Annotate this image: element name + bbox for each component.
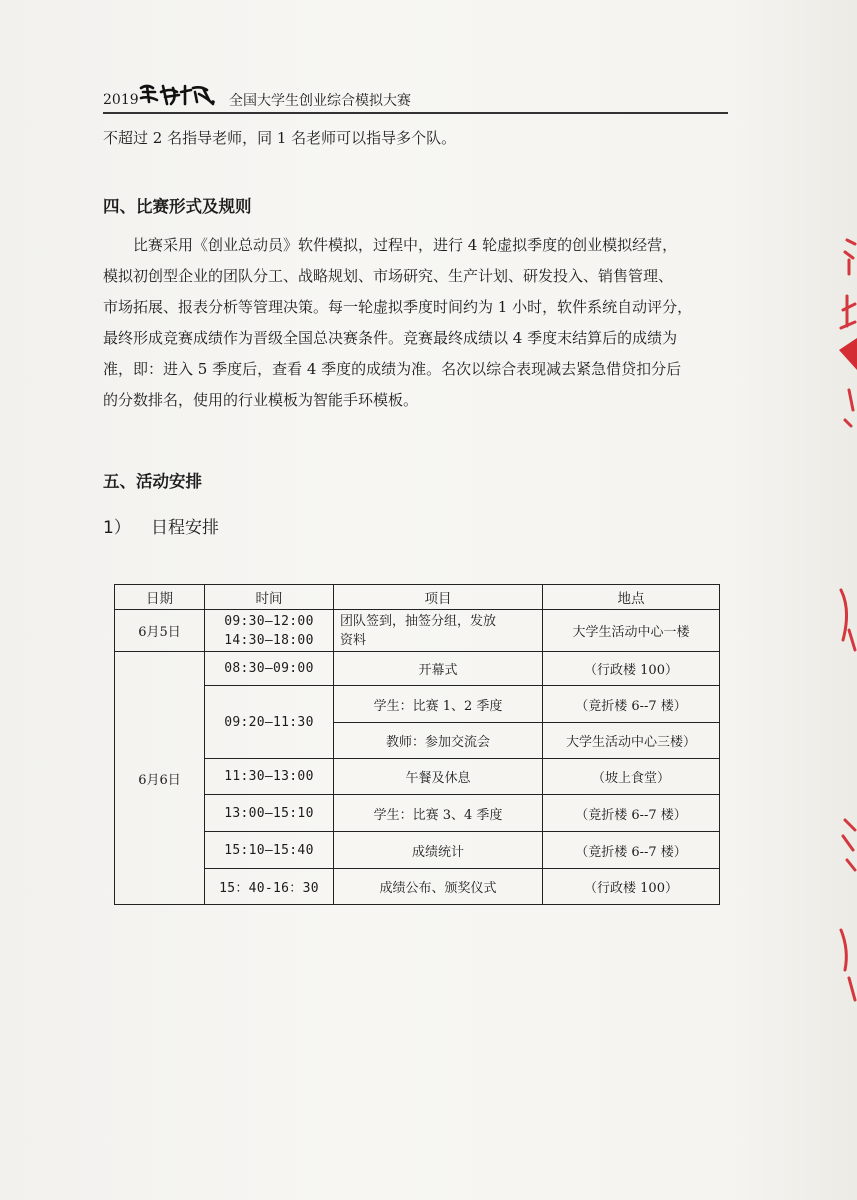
header-item: 项目 <box>334 585 543 610</box>
intro-line: 不超过 2 名指导老师，同 1 名老师可以指导多个队。 <box>103 129 457 147</box>
header-location: 地点 <box>543 585 720 610</box>
header-title: 全国大学生创业综合模拟大赛 <box>229 93 411 109</box>
location-cell: （行政楼 100） <box>543 652 720 686</box>
table-header-row <box>115 585 720 610</box>
table-row <box>115 610 720 652</box>
location-cell: （竟折楼 6--7 楼） <box>543 686 720 723</box>
paragraph-line: 最终形成竞赛成绩作为晋级全国总决赛条件。竞赛最终成绩以 4 季度末结算后的成绩为 <box>103 329 678 347</box>
table-row <box>115 832 720 869</box>
time-cell <box>205 610 334 652</box>
paragraph-line: 准，即：进入 5 季度后，查看 4 季度的成绩为准。名次以综合表现减去紧急借贷扣分后 <box>103 360 682 378</box>
time-cell: 15:10—15:40 <box>205 832 334 869</box>
red-seal-edge <box>835 230 857 1010</box>
item-cell: 成绩统计 <box>334 832 543 869</box>
paragraph-line: 比赛采用《创业总动员》软件模拟，过程中，进行 4 轮虚拟季度的创业模拟经营， <box>133 236 678 254</box>
paragraph-line: 的分数排名，使用的行业模板为智能手环模板。 <box>103 391 419 409</box>
time-line: 14:30—18:00 <box>224 632 314 648</box>
location-cell: （竟折楼 6--7 楼） <box>543 832 720 869</box>
location-cell: 大学生活动中心一楼 <box>543 610 720 652</box>
header-time: 时间 <box>205 585 334 610</box>
item-cell: 教师：参加交流会 <box>334 723 543 759</box>
table-row <box>115 652 720 686</box>
location-cell: （坡上食堂） <box>543 759 720 795</box>
paragraph-line: 市场拓展、报表分析等管理决策。每一轮虚拟季度时间约为 1 小时，软件系统自动评分， <box>103 298 693 316</box>
header-date: 日期 <box>115 585 205 610</box>
item-cell: 开幕式 <box>334 652 543 686</box>
item-cell: 成绩公布、颁奖仪式 <box>334 869 543 905</box>
schedule-table <box>114 584 720 905</box>
subheading-label: 日程安排 <box>151 518 219 538</box>
xuechuangbei-logo <box>137 82 217 108</box>
item-cell <box>334 610 543 652</box>
subheading-number: 1） <box>103 518 131 538</box>
paragraph-line: 模拟初创型企业的团队分工、战略规划、市场研究、生产计划、研发投入、销售管理、 <box>103 267 674 285</box>
item-line: 资料 <box>340 632 367 648</box>
section5-heading: 五、活动安排 <box>103 472 202 491</box>
date-cell: 6月6日 <box>115 652 205 905</box>
schedule-subheading <box>103 513 219 538</box>
table-row <box>115 869 720 905</box>
time-cell: 09:20—11:30 <box>205 686 334 759</box>
location-cell: 大学生活动中心三楼） <box>543 723 720 759</box>
item-cell: 学生：比赛 1、2 季度 <box>334 686 543 723</box>
section4-heading: 四、比赛形式及规则 <box>103 197 252 216</box>
time-line: 09:30—12:00 <box>224 613 314 629</box>
time-cell: 08:30—09:00 <box>205 652 334 686</box>
page-header <box>103 82 728 118</box>
header-year: 2019 <box>103 92 139 108</box>
location-cell: （竟折楼 6--7 楼） <box>543 795 720 832</box>
time-cell: 11:30—13:00 <box>205 759 334 795</box>
time-cell: 13:00—15:10 <box>205 795 334 832</box>
item-line: 团队签到，抽签分组，发放 <box>340 613 497 629</box>
item-cell: 学生：比赛 3、4 季度 <box>334 795 543 832</box>
table-row <box>115 759 720 795</box>
time-cell: 15：40-16：30 <box>205 869 334 905</box>
section4-paragraph <box>103 230 728 416</box>
date-cell: 6月5日 <box>115 610 205 652</box>
header-rule <box>103 112 728 114</box>
location-cell: （行政楼 100） <box>543 869 720 905</box>
table-row <box>115 686 720 723</box>
item-cell: 午餐及休息 <box>334 759 543 795</box>
table-row <box>115 795 720 832</box>
